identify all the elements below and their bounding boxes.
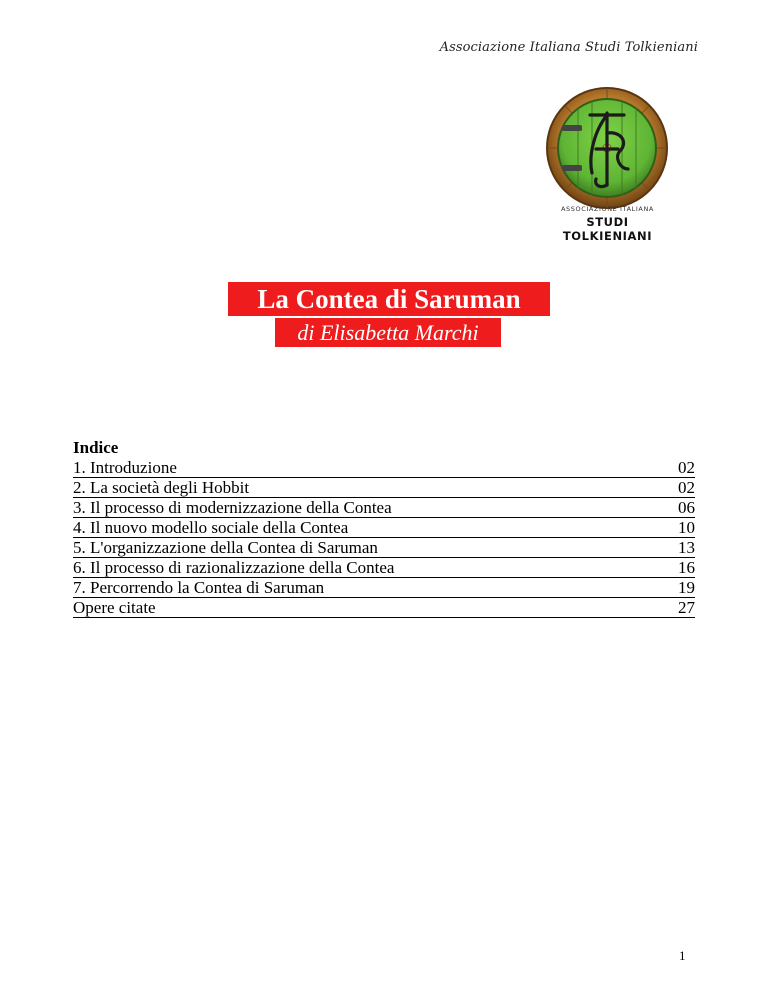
logo-subtitle: ASSOCIAZIONE ITALIANA xyxy=(561,205,654,213)
toc-entry[interactable] xyxy=(73,498,695,518)
toc-entry-page: 16 xyxy=(678,558,695,577)
toc-entry-label: 2. La società degli Hobbit xyxy=(73,478,250,497)
toc-entry-label: 6. Il processo di razionalizzazione della Contea xyxy=(73,558,395,577)
toc-entry[interactable] xyxy=(73,458,695,478)
toc-entry-label: 3. Il processo di modernizzazione della Contea xyxy=(73,498,392,517)
toc-entry[interactable] xyxy=(73,578,695,598)
toc-entry[interactable] xyxy=(73,518,695,538)
toc-entry[interactable] xyxy=(73,478,695,498)
table-of-contents xyxy=(73,438,695,618)
toc-entry-page: 02 xyxy=(678,458,695,477)
logo-title: STUDI TOLKIENIANI xyxy=(562,215,653,243)
toc-entry-page: 19 xyxy=(678,578,695,597)
toc-entry[interactable] xyxy=(73,538,695,558)
toc-heading: Indice xyxy=(73,438,119,457)
toc-entry-page: 27 xyxy=(678,598,695,617)
document-title: La Contea di Saruman xyxy=(257,284,521,314)
toc-entry-label: 5. L'organizzazione della Contea di Saruman xyxy=(73,538,378,557)
header-association: Associazione Italiana Studi Tolkieniani xyxy=(439,40,698,55)
toc-entry-label: 7. Percorrendo la Contea di Saruman xyxy=(73,578,325,597)
toc-entry-page: 10 xyxy=(678,518,695,537)
toc-entry-page: 02 xyxy=(678,478,695,497)
toc-entry-label: Opere citate xyxy=(73,598,156,617)
toc-entry-label: 1. Introduzione xyxy=(73,458,177,477)
toc-entry[interactable] xyxy=(73,558,695,578)
toc-entry-page: 06 xyxy=(678,498,695,517)
document-author: di Elisabetta Marchi xyxy=(297,320,479,345)
page-number: 1 xyxy=(679,948,686,963)
toc-entry-page: 13 xyxy=(678,538,695,557)
toc-entry[interactable] xyxy=(73,598,695,618)
toc-entry-label: 4. Il nuovo modello sociale della Contea xyxy=(73,518,349,537)
